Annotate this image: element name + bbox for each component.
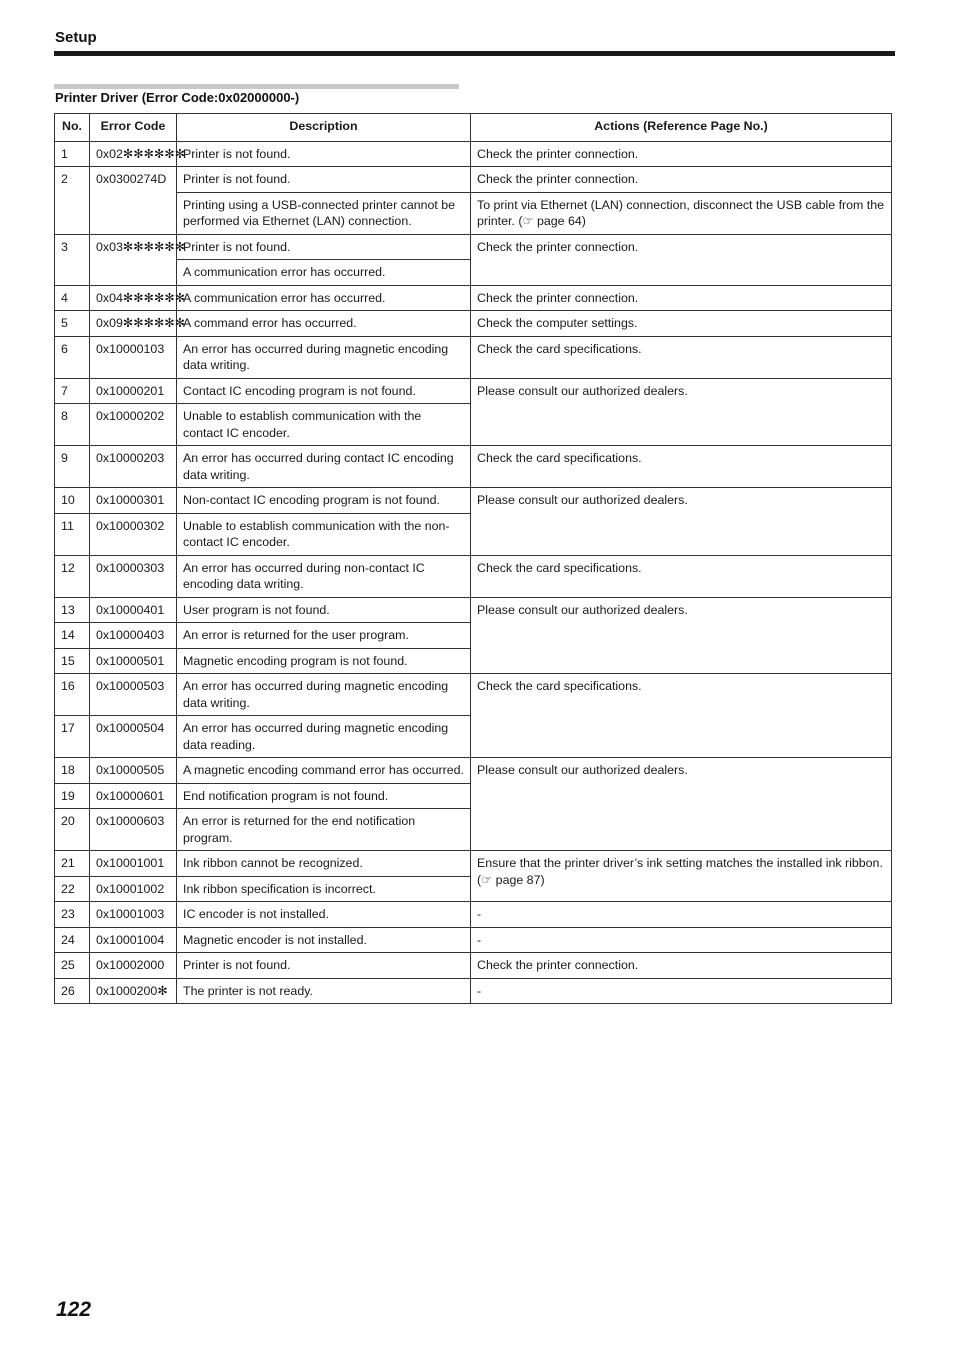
error-code: 0x10002000 xyxy=(90,953,177,979)
action: Check the printer connection. xyxy=(471,953,892,979)
description: Ink ribbon cannot be recognized. xyxy=(177,851,471,877)
table-row xyxy=(55,555,892,597)
column-header-error-code: Error Code xyxy=(90,114,177,142)
table-row xyxy=(55,141,892,167)
error-code: 0x10000201 xyxy=(90,378,177,404)
description: Magnetic encoder is not installed. xyxy=(177,927,471,953)
error-code: 0x10000103 xyxy=(90,336,177,378)
error-code: 0x10001003 xyxy=(90,902,177,928)
action: To print via Ethernet (LAN) connection, disconnect the USB cable from the printer. (☞ page 64) xyxy=(471,192,892,234)
table-row xyxy=(55,488,892,514)
description: A communication error has occurred. xyxy=(177,285,471,311)
error-code: 0x10000501 xyxy=(90,648,177,674)
table-row xyxy=(55,927,892,953)
row-number: 14 xyxy=(55,623,90,649)
description: An error has occurred during magnetic encoding data writing. xyxy=(177,674,471,716)
row-number: 10 xyxy=(55,488,90,514)
row-number: 9 xyxy=(55,446,90,488)
row-number: 13 xyxy=(55,597,90,623)
header-rule xyxy=(54,51,895,56)
description: An error has occurred during non-contact IC encoding data writing. xyxy=(177,555,471,597)
action: Check the printer connection. xyxy=(471,234,892,285)
description: An error has occurred during magnetic encoding data reading. xyxy=(177,716,471,758)
action: Check the computer settings. xyxy=(471,311,892,337)
action: Check the card specifications. xyxy=(471,555,892,597)
action: Check the card specifications. xyxy=(471,336,892,378)
action: Check the printer connection. xyxy=(471,285,892,311)
error-code: 0x0300274D xyxy=(90,167,177,235)
action: Check the printer connection. xyxy=(471,141,892,167)
action: - xyxy=(471,927,892,953)
description: An error is returned for the end notification program. xyxy=(177,809,471,851)
action: Check the printer connection. xyxy=(471,167,892,193)
table-row xyxy=(55,597,892,623)
description: Printing using a USB-connected printer cannot be performed via Ethernet (LAN) connection. xyxy=(177,192,471,234)
error-code: 0x10000401 xyxy=(90,597,177,623)
row-number: 15 xyxy=(55,648,90,674)
description: User program is not found. xyxy=(177,597,471,623)
row-number: 24 xyxy=(55,927,90,953)
description: Magnetic encoding program is not found. xyxy=(177,648,471,674)
column-header-description: Description xyxy=(177,114,471,142)
description: Ink ribbon specification is incorrect. xyxy=(177,876,471,902)
row-number: 3 xyxy=(55,234,90,285)
description: IC encoder is not installed. xyxy=(177,902,471,928)
row-number: 21 xyxy=(55,851,90,877)
row-number: 5 xyxy=(55,311,90,337)
table-row xyxy=(55,285,892,311)
description: End notification program is not found. xyxy=(177,783,471,809)
row-number: 1 xyxy=(55,141,90,167)
action: Please consult our authorized dealers. xyxy=(471,378,892,446)
row-number: 26 xyxy=(55,978,90,1004)
table-row xyxy=(55,446,892,488)
error-code: 0x10000504 xyxy=(90,716,177,758)
description: A communication error has occurred. xyxy=(177,260,471,286)
error-code: 0x10000202 xyxy=(90,404,177,446)
row-number: 8 xyxy=(55,404,90,446)
action: Please consult our authorized dealers. xyxy=(471,758,892,851)
row-number: 6 xyxy=(55,336,90,378)
action: Please consult our authorized dealers. xyxy=(471,488,892,556)
table-row xyxy=(55,167,892,193)
table-row xyxy=(55,234,892,260)
action: Check the card specifications. xyxy=(471,446,892,488)
description: An error has occurred during contact IC encoding data writing. xyxy=(177,446,471,488)
table-row xyxy=(55,758,892,784)
table-row xyxy=(55,378,892,404)
error-code: 0x10000301 xyxy=(90,488,177,514)
row-number: 23 xyxy=(55,902,90,928)
error-code: 0x10000503 xyxy=(90,674,177,716)
error-code: 0x10001002 xyxy=(90,876,177,902)
error-code: 0x10000302 xyxy=(90,513,177,555)
error-code: 0x10000203 xyxy=(90,446,177,488)
table-row xyxy=(55,311,892,337)
error-code: 0x10000603 xyxy=(90,809,177,851)
row-number: 12 xyxy=(55,555,90,597)
description: Printer is not found. xyxy=(177,234,471,260)
table-row xyxy=(55,674,892,716)
error-code: 0x10001001 xyxy=(90,851,177,877)
error-code: 0x10000403 xyxy=(90,623,177,649)
table-row xyxy=(55,902,892,928)
error-code: 0x03✻✻✻✻✻✻ xyxy=(90,234,177,285)
action: Ensure that the printer driver’s ink setting matches the installed ink ribbon. (☞ page 87) xyxy=(471,851,892,902)
row-number: 20 xyxy=(55,809,90,851)
row-number: 25 xyxy=(55,953,90,979)
error-code: 0x10000601 xyxy=(90,783,177,809)
column-header-no: No. xyxy=(55,114,90,142)
page-number: 122 xyxy=(56,1298,92,1321)
description: Printer is not found. xyxy=(177,167,471,193)
description: Unable to establish communication with the contact IC encoder. xyxy=(177,404,471,446)
row-number: 11 xyxy=(55,513,90,555)
row-number: 7 xyxy=(55,378,90,404)
row-number: 16 xyxy=(55,674,90,716)
description: An error has occurred during magnetic encoding data writing. xyxy=(177,336,471,378)
error-code: 0x10000505 xyxy=(90,758,177,784)
table-row xyxy=(55,336,892,378)
error-code-table xyxy=(54,113,892,1004)
action: - xyxy=(471,978,892,1004)
error-code: 0x02✻✻✻✻✻✻ xyxy=(90,141,177,167)
table-row xyxy=(55,978,892,1004)
row-number: 22 xyxy=(55,876,90,902)
description: The printer is not ready. xyxy=(177,978,471,1004)
column-header-actions: Actions (Reference Page No.) xyxy=(471,114,892,142)
row-number: 18 xyxy=(55,758,90,784)
error-code: 0x1000200✻ xyxy=(90,978,177,1004)
row-number: 2 xyxy=(55,167,90,235)
description: An error is returned for the user program. xyxy=(177,623,471,649)
page-header-title: Setup xyxy=(55,29,97,46)
description: Contact IC encoding program is not found. xyxy=(177,378,471,404)
error-code: 0x09✻✻✻✻✻✻ xyxy=(90,311,177,337)
error-code: 0x04✻✻✻✻✻✻ xyxy=(90,285,177,311)
action: - xyxy=(471,902,892,928)
description: Unable to establish communication with the non-contact IC encoder. xyxy=(177,513,471,555)
table-row xyxy=(55,953,892,979)
action: Please consult our authorized dealers. xyxy=(471,597,892,674)
action: Check the card specifications. xyxy=(471,674,892,758)
error-code: 0x10000303 xyxy=(90,555,177,597)
description: A command error has occurred. xyxy=(177,311,471,337)
error-code: 0x10001004 xyxy=(90,927,177,953)
row-number: 4 xyxy=(55,285,90,311)
description: A magnetic encoding command error has occurred. xyxy=(177,758,471,784)
section-bar xyxy=(54,84,459,89)
table-row xyxy=(55,851,892,877)
section-title: Printer Driver (Error Code:0x02000000-) xyxy=(55,90,300,105)
row-number: 17 xyxy=(55,716,90,758)
description: Printer is not found. xyxy=(177,141,471,167)
description: Printer is not found. xyxy=(177,953,471,979)
table-header-row xyxy=(55,114,892,142)
description: Non-contact IC encoding program is not found. xyxy=(177,488,471,514)
table-row xyxy=(55,192,892,234)
row-number: 19 xyxy=(55,783,90,809)
